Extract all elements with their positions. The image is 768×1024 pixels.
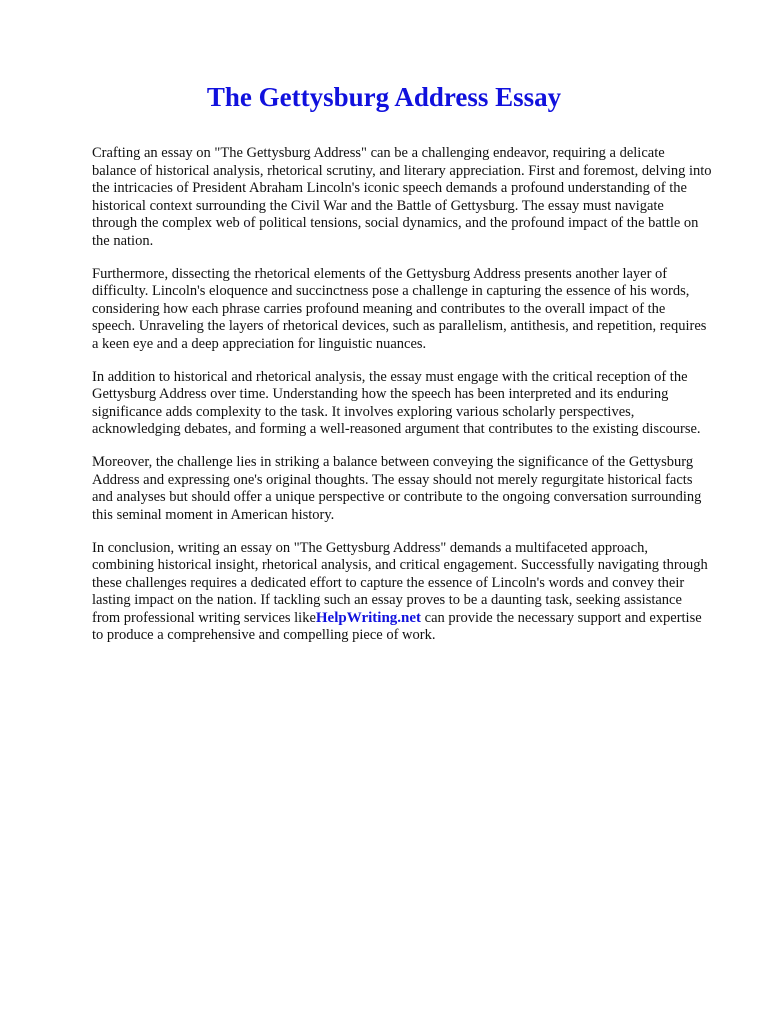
paragraph-3: In addition to historical and rhetorical analysis, the essay must engage with the critical reception of the Gettysburg Address over time. Understanding how the speech has been interpreted and its enduring significance adds complexity to the task. It involves exploring various scholarly perspectives, acknowledging debates, and forming a well-reasoned argument that contributes to the existing discourse. [92,368,701,437]
paragraph-1: Crafting an essay on "The Gettysburg Address" can be a challenging endeavor, requiring a delicate balance of historical analysis, rhetorical scrutiny, and literary appreciation. First and foremost, delving into the intricacies of President Abraham Lincoln's iconic speech demands a profound understanding of the historical context surrounding the Civil War and the Battle of Gettysburg. The essay must navigate through the complex web of political tensions, social dynamics, and the profound impact of the battle on the nation. [92,145,712,249]
paragraph-2: Furthermore, dissecting the rhetorical elements of the Gettysburg Address presents another layer of difficulty. Lincoln's eloquence and succinctness pose a challenge in capturing the essence of his words, considering how each phrase carries profound meaning and contributes to the overall impact of the speech. Unraveling the layers of rhetorical devices, such as parallelism, antithesis, and repetition, requires a keen eye and a deep appreciation for linguistic nuances. [92,265,707,352]
page-title: The Gettysburg Address Essay [206,82,562,112]
conclusion-text-before-link: In conclusion, writing an essay on "The Gettysburg Address" demands a multifaceted approach, combining historical insight, rhetorical analysis, and critical engagement. Successfully navigating through these challenges requires a dedicated effort to capture the essence of Lincoln's words and convey their lasting impact on the nation. If tackling such an essay proves to be a daunting task, seeking assistance from professional writing services like [92,539,708,626]
paragraph-conclusion [92,540,712,645]
essay-body [92,145,712,660]
paragraph-4: Moreover, the challenge lies in striking a balance between conveying the significance of the Gettysburg Address and expressing one's original thoughts. The essay should not merely regurgitate historical facts and analyses but should offer a unique perspective or contribute to the ongoing conversation surrounding this seminal moment in American history. [92,454,702,523]
helpwriting-link[interactable]: HelpWriting.net [315,609,422,626]
conclusion-text-after-link: can provide the necessary support and expertise to produce a comprehensive and compelling piece of work. [92,609,702,643]
